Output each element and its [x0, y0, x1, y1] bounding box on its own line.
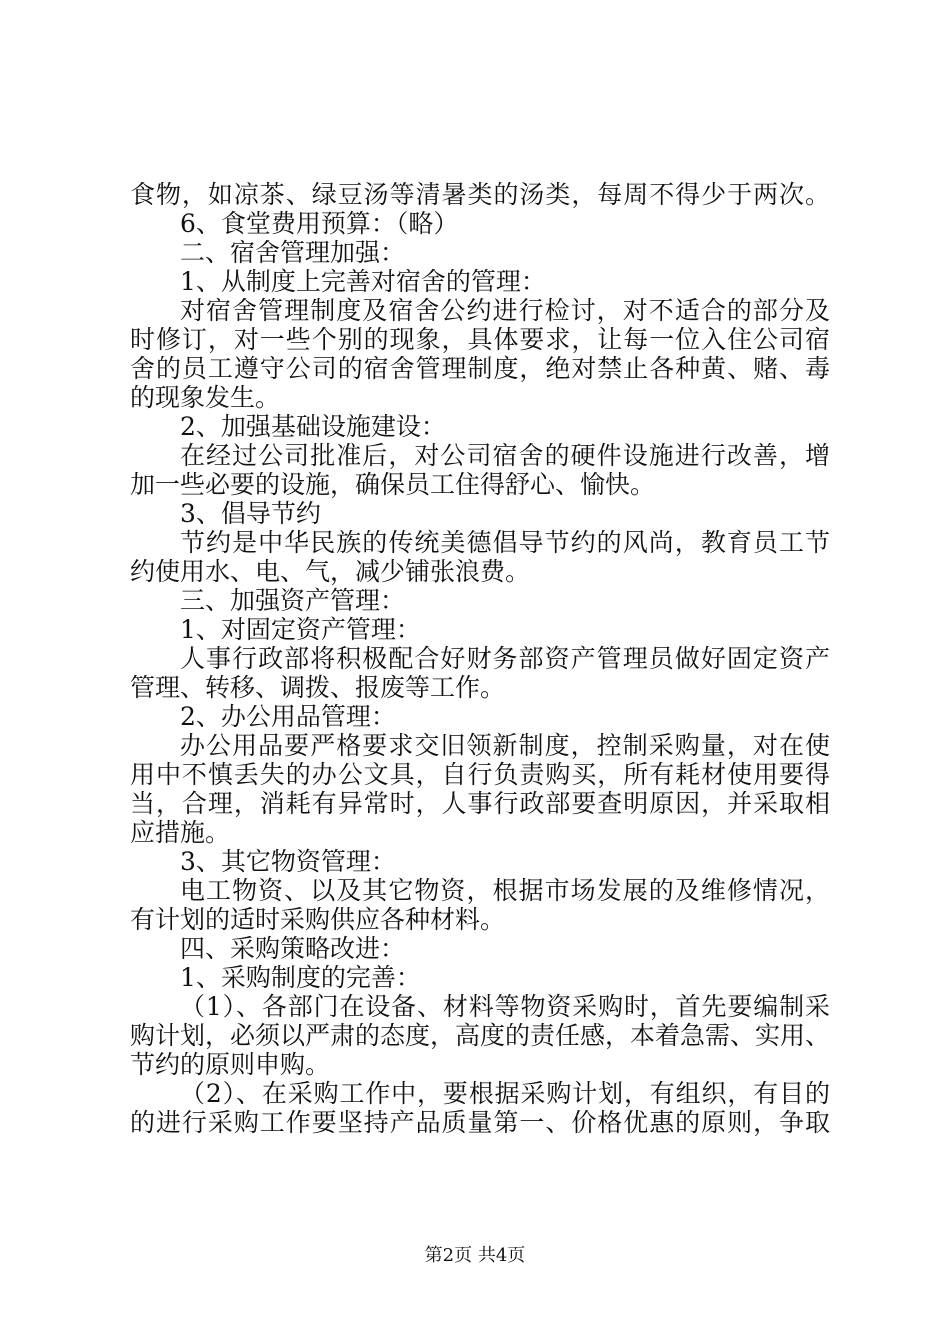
text-line: 有计划的适时采购供应各种材料。 — [130, 905, 506, 934]
text-line: 对宿舍管理制度及宿舍公约进行检讨，对不适合的部分及 — [180, 296, 830, 325]
text-line: 的现象发生。 — [130, 383, 281, 412]
subsection-heading: 2、办公用品管理： — [180, 702, 396, 731]
text-line: 用中不慎丢失的办公文具，自行负责购买，所有耗材使用要得 — [130, 760, 830, 789]
text-line: 加一些必要的设施，确保员工住得舒心、愉快。 — [130, 470, 656, 499]
text-line: 人事行政部将积极配合好财务部资产管理员做好固定资产 — [180, 644, 830, 673]
text-line: 节约是中华民族的传统美德倡导节约的风尚，教育员工节 — [180, 528, 830, 557]
text-line: 办公用品要严格要求交旧领新制度，控制采购量，对在使 — [180, 731, 830, 760]
subsection-heading: 1、对固定资产管理： — [180, 615, 421, 644]
subsection-heading: 2、加强基础设施建设： — [180, 412, 446, 441]
text-line: 的进行采购工作要坚持产品质量第一、价格优惠的原则，争取 — [130, 1108, 830, 1137]
text-line: 约使用水、电、气，减少铺张浪费。 — [130, 557, 531, 586]
page-footer: 第2页 共4页 — [424, 1245, 526, 1266]
text-line: 购计划，必须以严肃的态度，高度的责任感，本着急需、实用、 — [130, 1021, 830, 1050]
section-heading: 二、宿舍管理加强： — [180, 238, 406, 267]
text-line: （1）、各部门在设备、材料等物资采购时，首先要编制采 — [180, 992, 830, 1021]
text-line: 节约的原则申购。 — [130, 1050, 331, 1079]
text-line: （2）、在采购工作中，要根据采购计划，有组织，有目的 — [180, 1079, 830, 1108]
subsection-heading: 3、倡导节约 — [180, 499, 321, 528]
subsection-heading: 1、采购制度的完善： — [180, 963, 421, 992]
section-heading: 三、加强资产管理： — [180, 586, 406, 615]
text-line: 食物，如凉茶、绿豆汤等清暑类的汤类，每周不得少于两次。 — [130, 180, 830, 209]
text-line: 舍的员工遵守公司的宿舍管理制度，绝对禁止各种黄、赌、毒 — [130, 354, 830, 383]
text-line: 6、食堂费用预算：（略） — [180, 209, 459, 238]
text-line: 管理、转移、调拨、报废等工作。 — [130, 673, 506, 702]
subsection-heading: 1、从制度上完善对宿舍的管理： — [180, 267, 546, 296]
text-line: 电工物资、以及其它物资，根据市场发展的及维修情况， — [180, 876, 830, 905]
section-heading: 四、采购策略改进： — [180, 934, 406, 963]
text-line: 在经过公司批准后，对公司宿舍的硬件设施进行改善，增 — [180, 441, 830, 470]
subsection-heading: 3、其它物资管理： — [180, 847, 396, 876]
text-line: 时修订，对一些个别的现象，具体要求，让每一位入住公司宿 — [130, 325, 830, 354]
text-line: 应措施。 — [130, 818, 231, 847]
text-line: 当，合理，消耗有异常时，人事行政部要查明原因，并采取相 — [130, 789, 830, 818]
